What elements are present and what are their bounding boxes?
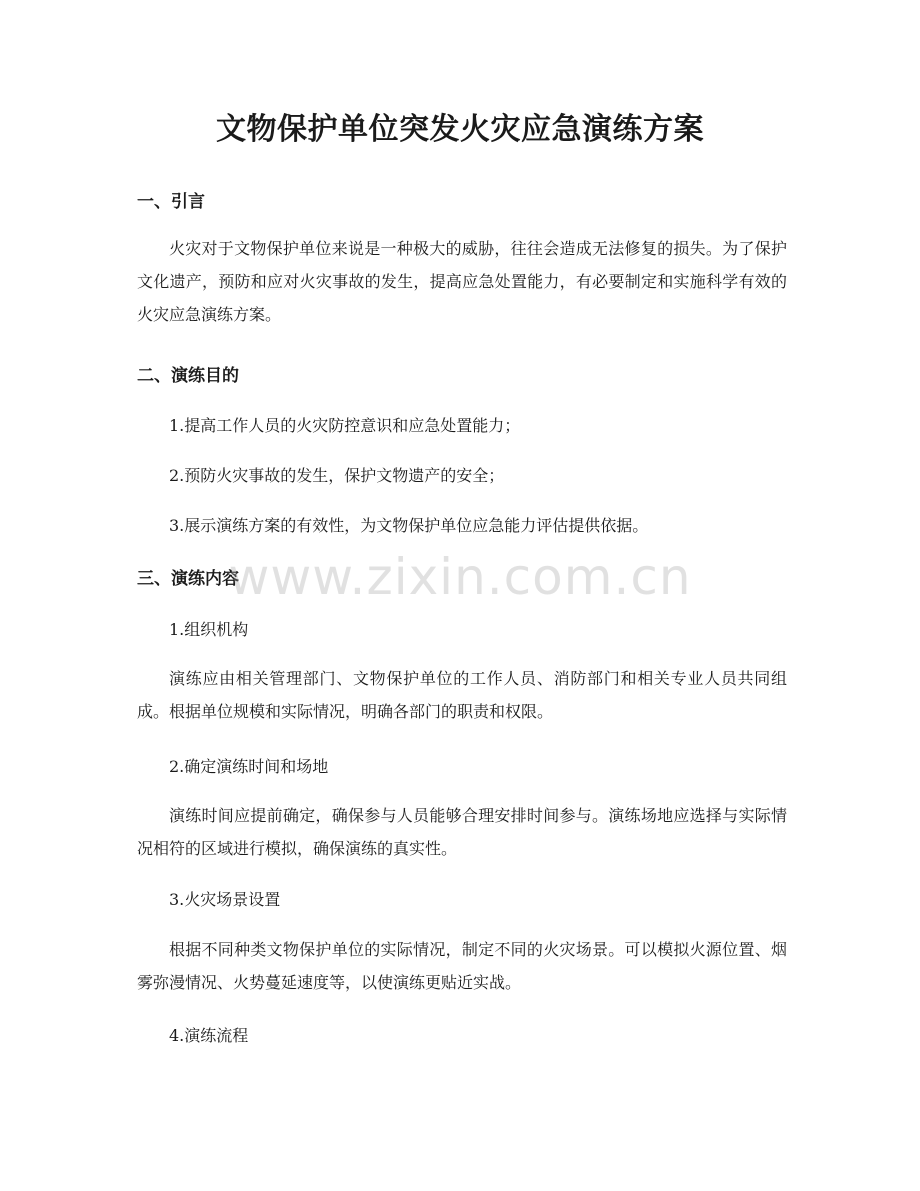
intro-paragraph: 火灾对于文物保护单位来说是一种极大的威胁，往往会造成无法修复的损失。为了保护文化遗产，预防和应对火灾事故的发生，提高应急处置能力，有必要制定和实施科学有效的火灾应急演练方案。 — [137, 239, 787, 324]
document-title: 文物保护单位突发火灾应急演练方案 — [216, 112, 704, 147]
section-heading-intro: 一、引言 — [137, 192, 205, 212]
content-item-label-4: 4.演练流程 — [169, 1026, 249, 1045]
watermark: www.zixin.com.cn — [228, 548, 692, 606]
section-heading-content: 三、演练内容 — [137, 569, 239, 589]
content-item-text-2: 演练时间应提前确定，确保参与人员能够合理安排时间参与。演练场地应选择与实际情况相符的区域进行模拟，确保演练的真实性。 — [137, 806, 787, 858]
content-item-label-2: 2.确定演练时间和场地 — [169, 757, 329, 776]
content-item-text-1: 演练应由相关管理部门、文物保护单位的工作人员、消防部门和相关专业人员共同组成。根据单位规模和实际情况，明确各部门的职责和权限。 — [137, 669, 787, 721]
goal-item-2: 2.预防火灾事故的发生，保护文物遗产的安全； — [169, 466, 505, 485]
content-item-text-3: 根据不同种类文物保护单位的实际情况，制定不同的火灾场景。可以模拟火源位置、烟雾弥漫情况、火势蔓延速度等，以使演练更贴近实战。 — [137, 940, 787, 992]
content-item-label-1: 1.组织机构 — [169, 620, 249, 639]
content-item-label-3: 3.火灾场景设置 — [169, 890, 281, 909]
goal-item-1: 1.提高工作人员的火灾防控意识和应急处置能力； — [169, 416, 521, 435]
section-heading-goals: 二、演练目的 — [137, 366, 239, 386]
goal-item-3: 3.展示演练方案的有效性，为文物保护单位应急能力评估提供依据。 — [169, 516, 649, 535]
